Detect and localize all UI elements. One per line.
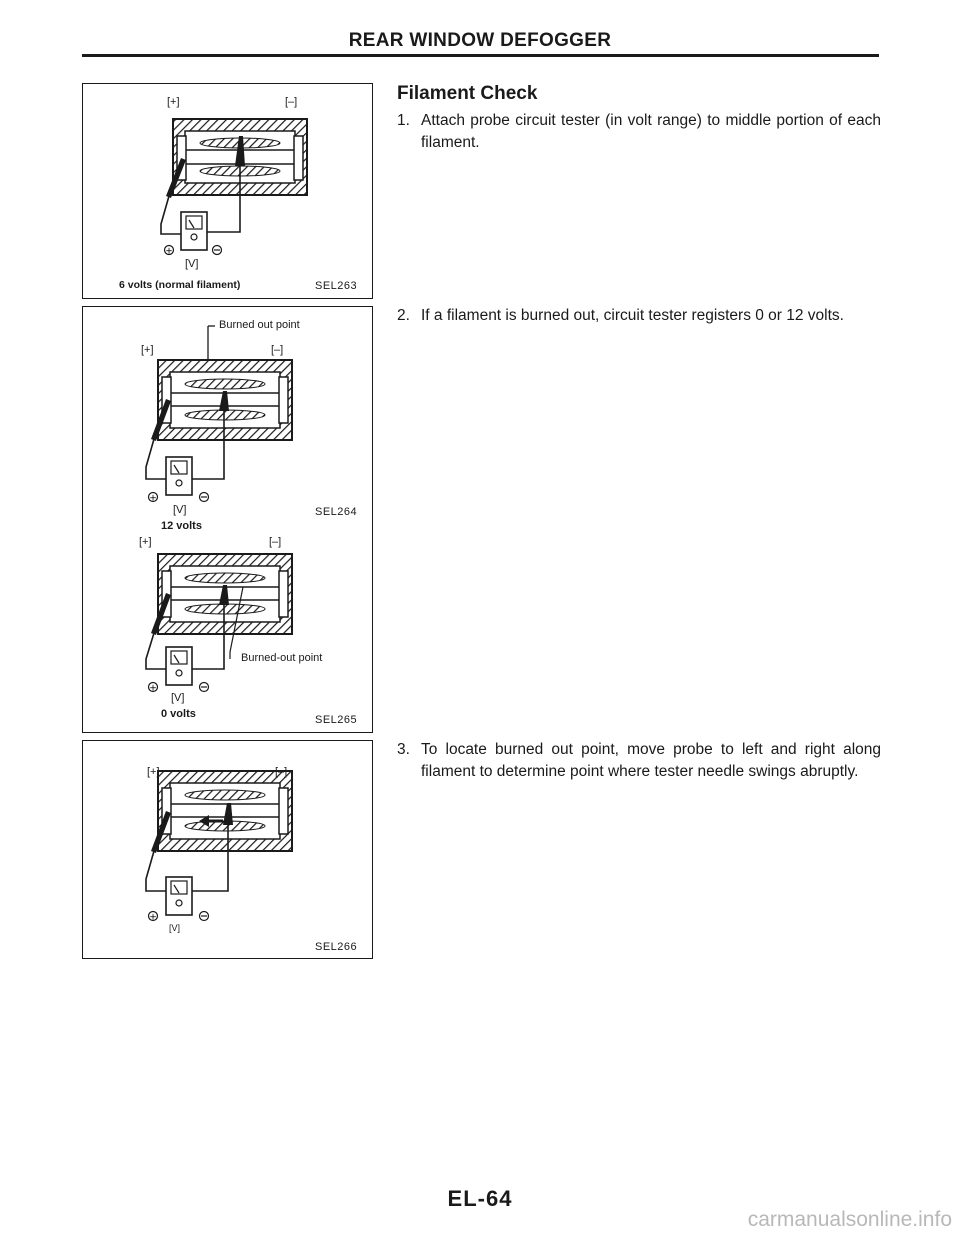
svg-text:+: + [149,912,157,923]
figure-caption: 6 volts (normal filament) [119,279,241,291]
minus-terminal-label: [–] [269,536,282,548]
step-number: 1. [397,112,410,129]
voltmeter-label: [V] [173,504,187,516]
burned-out-point-label: Burned-out point [241,652,323,664]
header-rule [82,54,879,57]
figure-sel264-sel265 [82,306,373,733]
page-number: EL-64 [447,1186,513,1211]
step-number: 3. [397,741,410,758]
defogger-diagram-burned-out [83,307,374,734]
step-3 [397,739,881,805]
voltmeter-label: [V] [171,692,185,704]
svg-text:+: + [149,493,157,504]
defogger-diagram-locate [83,741,374,960]
minus-terminal-label: [–] [275,766,288,778]
svg-text:+: + [149,683,157,694]
page-header-title: REAR WINDOW DEFOGGER [348,30,612,51]
burned-out-point-label: Burned out point [219,319,300,331]
figure-code: SEL266 [315,941,358,953]
step-2 [397,305,881,349]
plus-terminal-label: [+] [141,344,154,356]
figure-sel263 [82,83,373,299]
minus-terminal-label: [–] [285,96,298,108]
figure-code: SEL265 [315,714,358,726]
voltmeter-label: [V] [185,258,199,270]
defogger-diagram-normal [83,84,374,300]
voltmeter-label: [V] [169,923,181,933]
minus-terminal-label: [–] [271,344,284,356]
figure-caption: 12 volts [161,520,202,532]
plus-terminal-label: [+] [139,536,152,548]
step-text: If a filament is burned out, circuit tester registers 0 or 12 volts. [421,307,844,324]
watermark: carmanualsonline.info [747,1208,952,1231]
step-1 [397,110,881,154]
figure-sel266 [82,740,373,959]
step-text: To locate burned out point, move probe to left and right along filament to determine point where tester needle swings abruptly. [421,741,881,780]
step-number: 2. [397,307,410,324]
figure-caption: 0 volts [161,708,196,720]
figure-code: SEL264 [315,506,358,518]
svg-text:+: + [165,246,173,257]
plus-terminal-label: [+] [147,766,160,778]
step-text: Attach probe circuit tester (in volt range) to middle portion of each filament. [421,112,881,151]
section-title: Filament Check [397,83,538,104]
figure-code: SEL263 [315,280,358,292]
plus-terminal-label: [+] [167,96,180,108]
